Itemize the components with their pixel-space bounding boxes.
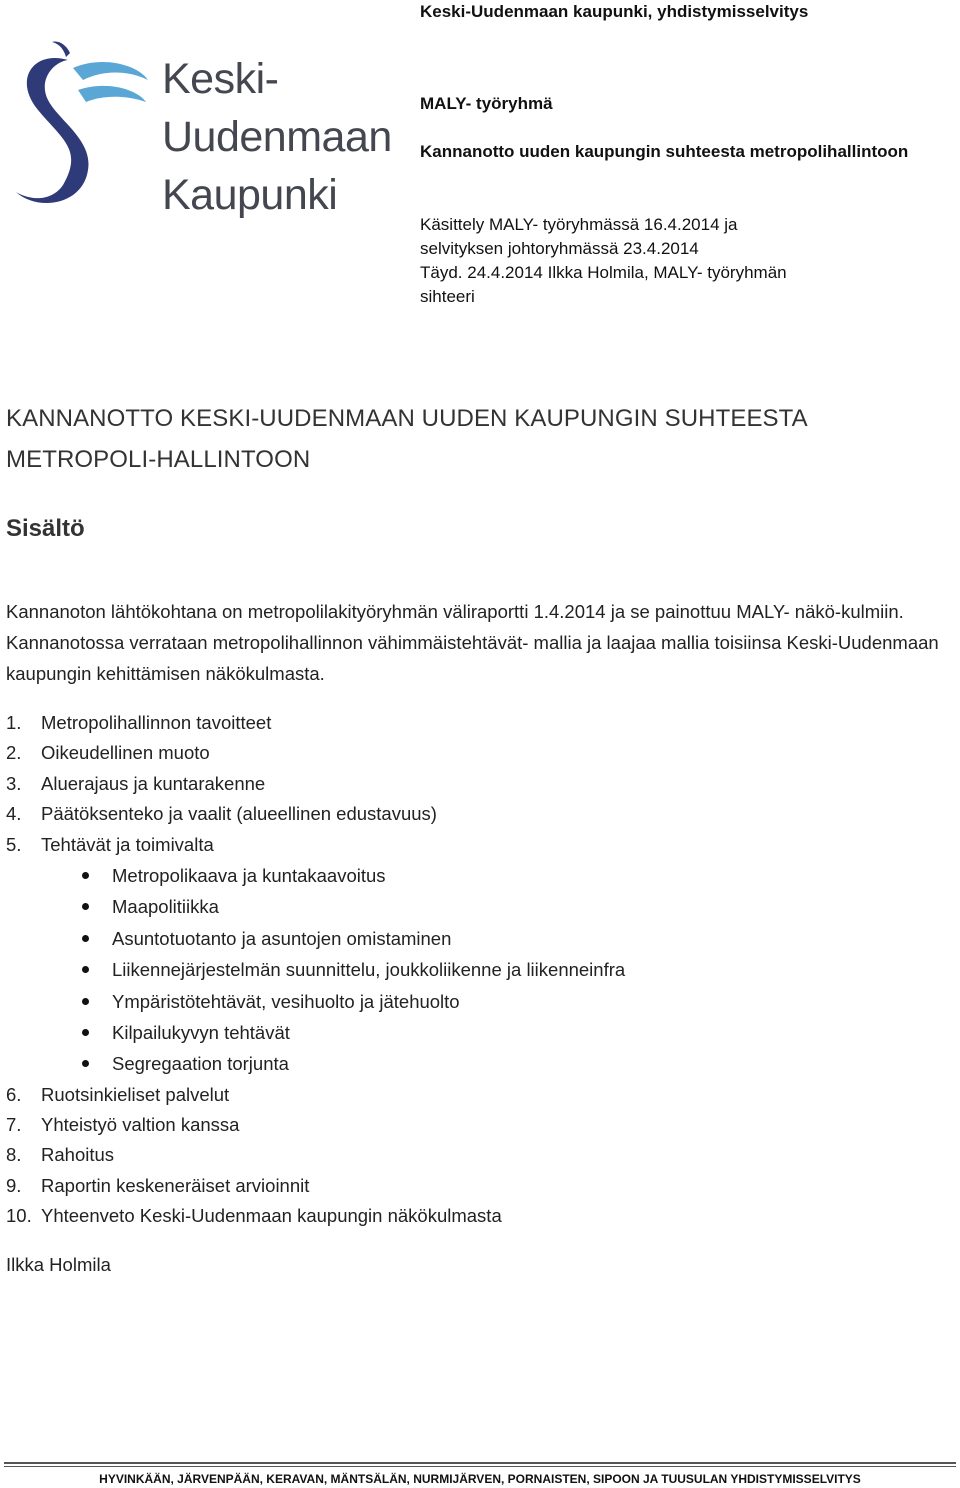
toc-item (6, 708, 946, 738)
toc-subitem-label: Metropolikaava ja kuntakaavoitus (112, 864, 386, 886)
logo-line-1: Keski- (162, 55, 279, 103)
logo-line-2: Uudenmaan (162, 113, 392, 161)
toc-item (6, 1080, 946, 1110)
main-title: KANNANOTTO KESKI-UUDENMAAN UUDEN KAUPUNGIN SUHTEESTA METROPOLI-HALLINTOON (6, 405, 807, 473)
association-title: Keski-Uudenmaan kaupunki, yhdistymisselvitys (420, 2, 809, 21)
toc-item (6, 738, 946, 768)
table-of-contents (6, 708, 946, 1232)
signature: Ilkka Holmila (6, 1254, 111, 1275)
toc-subitem-label: Asuntotuotanto ja asuntojen omistaminen (112, 927, 452, 949)
toc-item-number: 5. (6, 833, 22, 855)
toc-item (6, 769, 946, 799)
city-logo (8, 40, 392, 219)
toc-subitem-label: Segregaation torjunta (112, 1053, 289, 1075)
logo-line-3: Kaupunki (162, 171, 338, 219)
toc-item-number: 4. (6, 803, 22, 825)
bullet-icon (6, 986, 112, 1017)
toc-item (6, 1110, 946, 1140)
toc-item-label: Päätöksenteko ja vaalit (alueellinen edustavuus) (41, 803, 437, 825)
toc-item-number: 2. (6, 742, 22, 764)
toc-subitem (6, 986, 946, 1017)
toc-item (6, 830, 946, 860)
handling-line: sihteeri (420, 287, 475, 306)
bullet-icon (6, 891, 112, 922)
toc-item-label: Oikeudellinen muoto (41, 742, 210, 764)
toc-item-label: Yhteenveto Keski-Uudenmaan kaupungin näkökulmasta (41, 1205, 502, 1227)
working-group: MALY- työryhmä (420, 94, 553, 113)
toc-item-number: 3. (6, 772, 22, 794)
handling-line: Täyd. 24.4.2014 Ilkka Holmila, MALY- työryhmän (420, 263, 787, 282)
footer-divider (4, 1466, 956, 1467)
toc-subitem (6, 860, 946, 891)
logo-wordmark (162, 50, 392, 224)
toc-subitem (6, 1048, 946, 1079)
toc-item-label: Tehtävät ja toimivalta (41, 833, 214, 855)
bullet-icon (6, 954, 112, 985)
footer-divider (4, 1462, 956, 1464)
toc-subitem (6, 1017, 946, 1048)
footer-text: HYVINKÄÄN, JÄRVENPÄÄN, KERAVAN, MÄNTSÄLÄN, NURMIJÄRVEN, PORNAISTEN, SIPOON JA TUUSULAN YHDISTYMISSELVITYS (99, 1472, 861, 1486)
toc-item (6, 1201, 946, 1231)
toc-subitem-label: Maapolitiikka (112, 896, 219, 918)
toc-item-number: 7. (6, 1114, 22, 1136)
handling-info (420, 213, 840, 309)
toc-item-number: 6. (6, 1083, 22, 1105)
toc-item-label: Aluerajaus ja kuntarakenne (41, 772, 266, 794)
toc-subitem-label: Kilpailukyvyn tehtävät (112, 1021, 290, 1043)
toc-subitem-label: Liikennejärjestelmän suunnittelu, joukkoliikenne ja liikenneinfra (112, 959, 626, 981)
bullet-icon (6, 1017, 112, 1048)
toc-item-label: Metropolihallinnon tavoitteet (41, 712, 272, 733)
handling-line: selvityksen johtoryhmässä 23.4.2014 (420, 239, 699, 258)
toc-item-number: 8. (6, 1144, 22, 1166)
toc-item-label: Raportin keskeneräiset arvioinnit (41, 1174, 310, 1196)
toc-heading: Sisältö (6, 515, 85, 542)
toc-subitem (6, 891, 946, 922)
intro-paragraph: Kannanoton lähtökohtana on metropolilakityöryhmän väliraportti 1.4.2014 ja se painottuu MALY- näkö-kulmiin. Kannanotossa verrataan metropolihallinnon vähimmäistehtävät- mallia ja laajaa mallia toisiinsa Keski-Uudenmaan kaupungin kehittämisen näkökulmasta. (6, 601, 939, 684)
toc-item (6, 799, 946, 829)
toc-item-number: 9. (6, 1174, 22, 1196)
subitem-list (6, 860, 946, 1080)
toc-item (6, 1171, 946, 1201)
toc-subitem-label: Ympäristötehtävät, vesihuolto ja jätehuolto (112, 990, 460, 1012)
handling-line: Käsittely MALY- työryhmässä 16.4.2014 ja (420, 215, 738, 234)
bullet-icon (6, 860, 112, 891)
toc-item-number: 1. (6, 712, 22, 733)
toc-item-label: Rahoitus (41, 1144, 115, 1166)
toc-item-label: Ruotsinkieliset palvelut (41, 1083, 230, 1105)
bullet-icon (6, 923, 112, 954)
swan-logo-icon (8, 40, 158, 215)
toc-subitem (6, 954, 946, 985)
bullet-icon (6, 1048, 112, 1079)
toc-subitem (6, 923, 946, 954)
toc-item (6, 1140, 946, 1170)
toc-item-label: Yhteistyö valtion kanssa (41, 1114, 240, 1136)
toc-item-number: 10. (6, 1205, 32, 1227)
document-subject: Kannanotto uuden kaupungin suhteesta metropolihallintoon (420, 142, 909, 161)
